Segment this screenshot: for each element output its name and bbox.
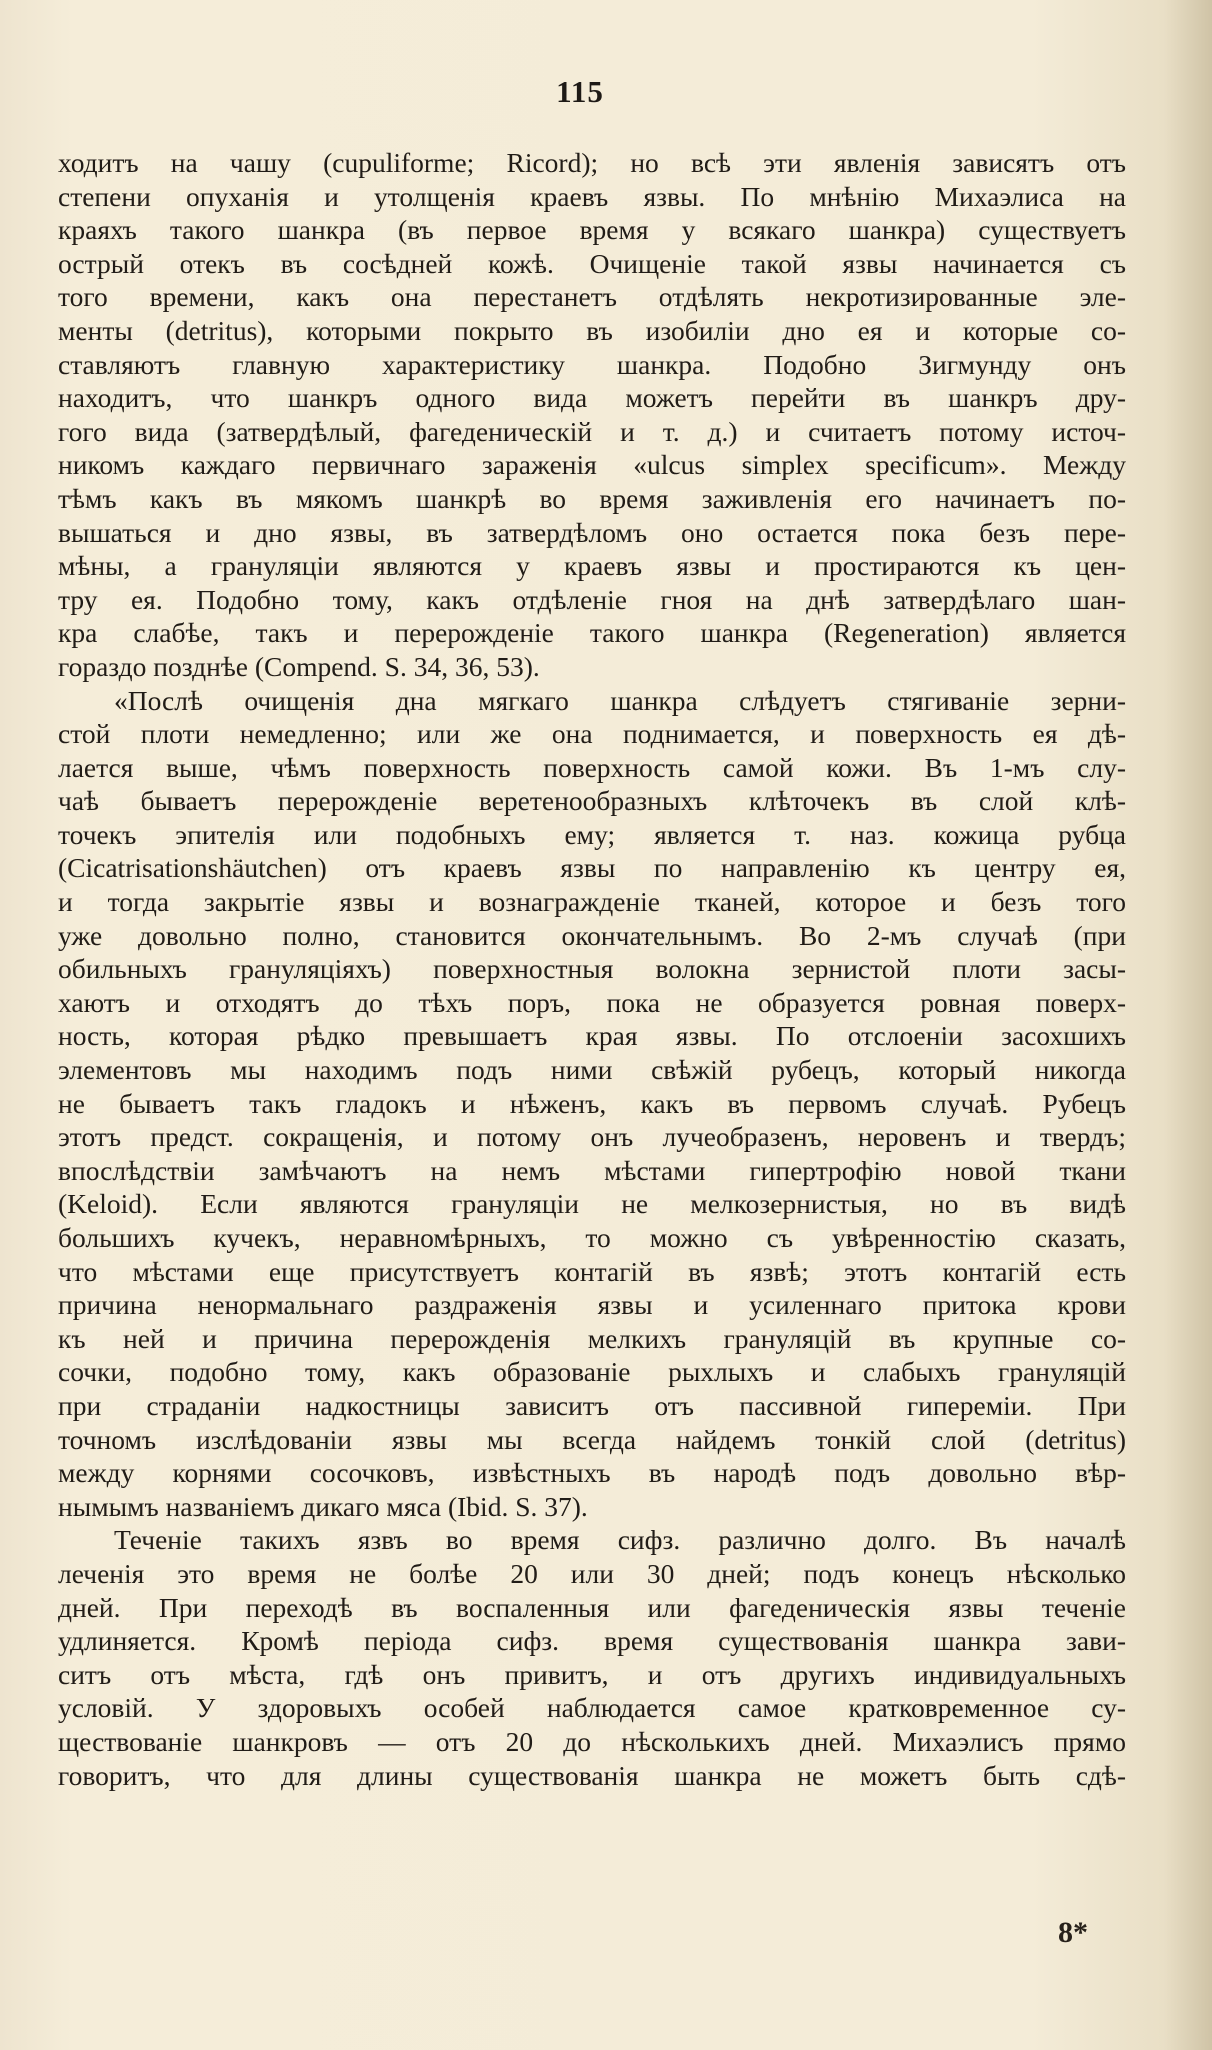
text-line: леченія это время не болѣе 20 или 30 дней; подъ конецъ нѣсколько [58,1557,1126,1589]
text-line: гого вида (затвердѣлый, фагеденическій и т. д.) и считаетъ потому источ- [58,415,1126,447]
text-line: гораздо позднѣе (Compend. S. 34, 36, 53). [58,650,540,682]
text-line: ность, которая рѣдко превышаетъ края язвы. По отслоеніи засохшихъ [58,1020,1126,1052]
text-line: большихъ кучекъ, неравномѣрныхъ, то можно съ увѣренностію сказать, [58,1222,1126,1253]
text-line: ситъ отъ мѣста, гдѣ онъ привитъ, и отъ другихъ индивидуальныхъ [58,1658,1126,1690]
text-line: стой плоти немедленно; или же она поднимается, и поверхность ея дѣ- [58,718,1126,750]
text-line: того времени, какъ она перестанетъ отдѣлять некротизированные эле- [58,281,1126,313]
text-line: «Послѣ очищенія дна мягкаго шанкра слѣдуетъ стягиваніе зерни- [114,684,1126,716]
text-line: точекъ эпителія или подобныхъ ему; является т. наз. кожица рубца [58,818,1126,850]
text-line: удлиняется. Кромѣ періода сифз. время существованія шанкра зави- [58,1625,1126,1657]
text-line: никомъ каждаго первичнаго зараженія «ulcus simplex specificum». Между [58,449,1126,481]
signature-mark: 8* [1058,1916,1088,1949]
text-line: обильныхъ грануляціяхъ) поверхностныя волокна зернистой плоти засы- [58,953,1126,985]
text-line: при страданіи надкостницы зависитъ отъ пассивной гипереміи. При [58,1389,1126,1421]
text-line: степени опуханія и утолщенія краевъ язвы. По мнѣнію Михаэлиса на [58,180,1126,212]
text-line: (Cicatrisationshäutchen) отъ краевъ язвы по направленію къ центру ея, [58,852,1126,884]
text-line: тру ея. Подобно тому, какъ отдѣленіе гноя на днѣ затвердѣлаго шан- [58,583,1126,615]
text-line: этотъ предст. сокращенія, и потому онъ лучеобразенъ, неровенъ и твердъ; [58,1121,1126,1153]
text-line: точномъ изслѣдованіи язвы мы всегда найдемъ тонкій слой (detritus) [58,1423,1126,1455]
text-line: острый отекъ въ сосѣдней кожѣ. Очищеніе такой язвы начинается съ [58,247,1126,279]
text-line: что мѣстами еще присутствуетъ контагій въ язвѣ; этотъ контагій есть [58,1255,1126,1287]
text-line: элементовъ мы находимъ подъ ними свѣжій рубецъ, который никогда [58,1054,1126,1086]
text-line: менты (detritus), которыми покрыто въ изобиліи дно ея и которые со- [58,314,1126,346]
text-line: Теченіе такихъ язвъ во время сифз. различно долго. Въ началѣ [114,1524,1126,1556]
text-line: мѣны, а грануляціи являются у краевъ язвы и простираются къ цен- [58,550,1126,582]
text-line: нымымъ названіемъ дикаго мяса (Ibid. S. 37). [58,1490,588,1522]
text-line: уже довольно полно, становится окончательнымъ. Во 2-мъ случаѣ (при [58,919,1126,951]
text-line: тѣмъ какъ въ мякомъ шанкрѣ во время заживленія его начинаетъ по- [58,482,1126,514]
text-line: къ ней и причина перерожденія мелкихъ грануляцій въ крупные со- [58,1322,1126,1354]
text-line: между корнями сосочковъ, извѣстныхъ въ народѣ подъ довольно вѣр- [58,1457,1126,1489]
text-line: лается выше, чѣмъ поверхность поверхность самой кожи. Въ 1-мъ слу- [58,751,1126,783]
text-line: находитъ, что шанкръ одного вида можетъ перейти въ шанкръ дру- [58,382,1126,414]
page-number: 115 [556,74,604,109]
text-line: и тогда закрытіе язвы и вознагражденіе тканей, которое и безъ того [58,886,1126,918]
text-line: сочки, подобно тому, какъ образованіе рыхлыхъ и слабыхъ грануляцій [58,1356,1126,1388]
text-line: дней. При переходѣ въ воспаленныя или фагеденическія язвы теченіе [58,1591,1126,1623]
text-line: ставляютъ главную характеристику шанкра. Подобно Зигмунду онъ [58,348,1126,380]
body-text [58,146,1126,1792]
text-line: хаютъ и отходятъ до тѣхъ поръ, пока не образуется ровная поверх- [58,986,1126,1018]
text-line: чаѣ бываетъ перерожденіе веретенообразныхъ клѣточекъ въ слой клѣ- [58,785,1126,817]
text-line: причина ненормальнаго раздраженія язвы и усиленнаго притока крови [58,1289,1126,1321]
text-line: ществованіе шанкровъ — отъ 20 до нѣсколькихъ дней. Михаэлисъ прямо [58,1725,1126,1757]
text-line: вышаться и дно язвы, въ затвердѣломъ оно остается пока безъ пере- [58,516,1126,548]
text-line: не бываетъ такъ гладокъ и нѣженъ, какъ въ первомъ случаѣ. Рубецъ [58,1087,1126,1119]
text-line: (Keloid). Если являются грануляціи не мелкозернистыя, но въ видѣ [58,1188,1126,1220]
text-line: краяхъ такого шанкра (въ первое время у всякаго шанкра) существуетъ [58,214,1126,246]
text-line: говоритъ, что для длины существованія шанкра не можетъ быть сдѣ- [58,1759,1126,1791]
text-line: кра слабѣе, такъ и перерожденіе такого шанкра (Regeneration) является [58,617,1126,649]
text-line: впослѣдствіи замѣчаютъ на немъ мѣстами гипертрофію новой ткани [58,1154,1126,1186]
text-line: ходитъ на чашу (cupuliforme; Ricord); но всѣ эти явленія зависятъ отъ [58,147,1126,178]
text-line: условій. У здоровыхъ особей наблюдается самое кратковременное су- [58,1692,1126,1724]
